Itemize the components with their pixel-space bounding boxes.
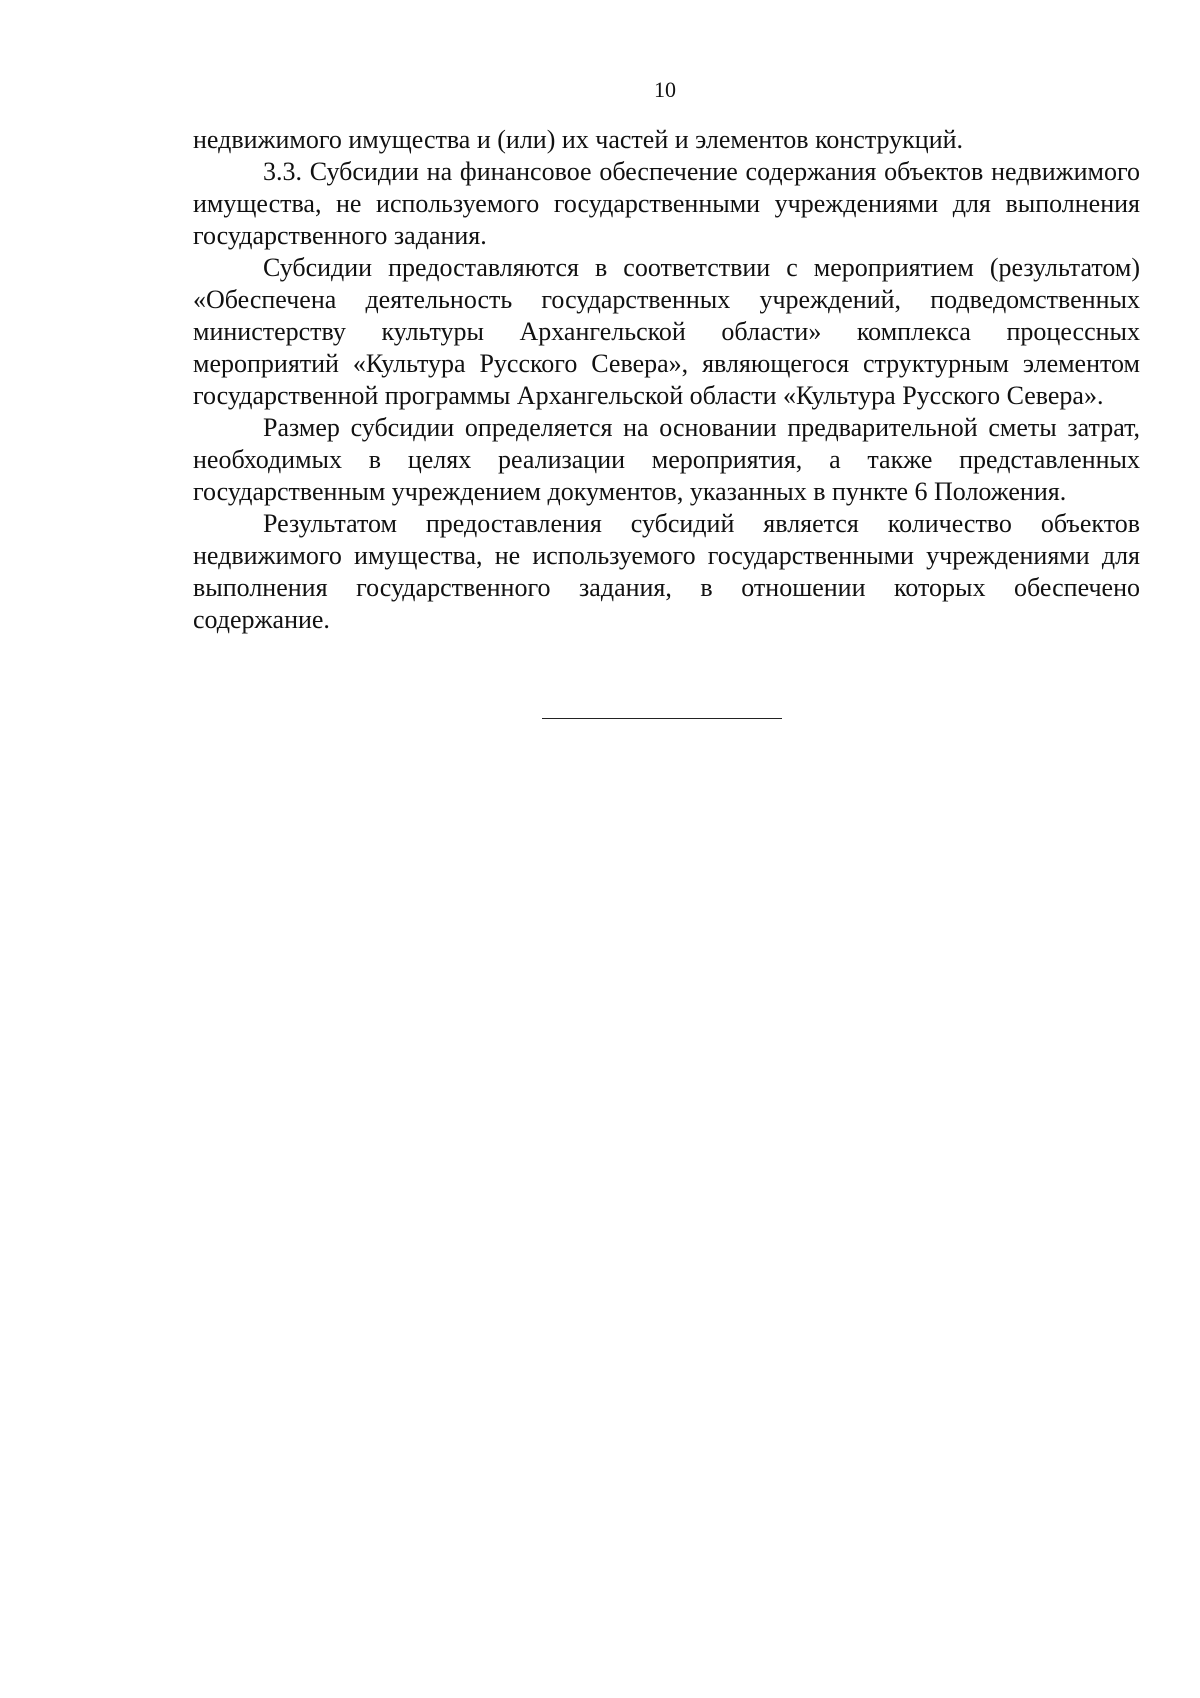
paragraph-section-3-3: 3.3. Субсидии на финансовое обеспечение содержания объектов недвижимого имущества, не используемого государственными учреждениями для выполнения государственного задания. [193,157,1140,250]
paragraph-continuation: недвижимого имущества и (или) их частей и элементов конструкций. [193,125,964,154]
paragraph-subsidy-amount: Размер субсидии определяется на основании предварительной сметы затрат, необходимых в целях реализации мероприятия, а также представленных государственным учреждением документов, указанных в пункте 6 Положения. [193,413,1140,506]
paragraph-subsidy-result: Результатом предоставления субсидий является количество объектов недвижимого имущества, не используемого государственными учреждениями для выполнения государственного задания, в отношении которых обеспечено содержание. [193,509,1140,634]
document-body [193,124,1140,636]
end-of-text-rule [542,718,782,719]
paragraph-subsidy-provision: Субсидии предоставляются в соответствии с мероприятием (результатом) «Обеспечена деятельность государственных учреждений, подведомственных министерству культуры Архангельской области» комплекса процессных мероприятий «Культура Русского Севера», являющегося структурным элементом государственной программы Архангельской области «Культура Русского Севера». [193,253,1140,410]
page-number: 10 [654,77,676,102]
